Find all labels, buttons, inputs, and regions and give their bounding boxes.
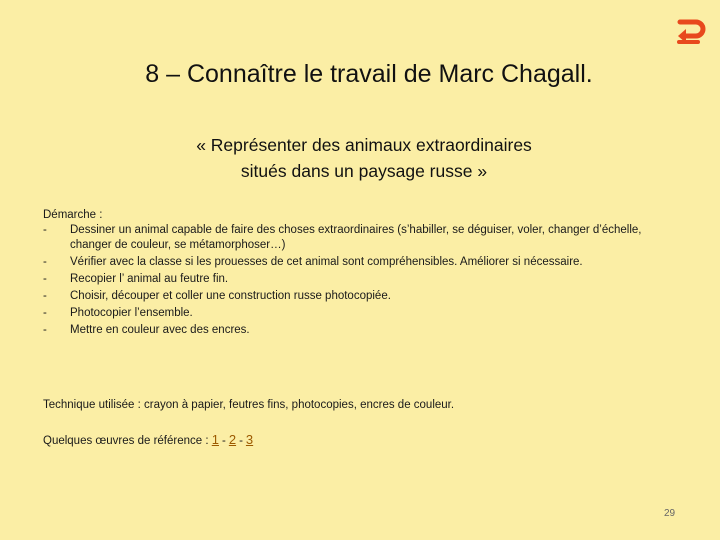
references-label: Quelques œuvres de référence : — [43, 435, 209, 447]
step-dash: - — [43, 256, 47, 268]
step-dash: - — [43, 290, 47, 302]
step-text: Photocopier l’ensemble. — [70, 307, 193, 319]
step-text: Choisir, découper et coller une construction russe photocopiée. — [70, 290, 391, 302]
technique-text: Technique utilisée : crayon à papier, feutres fins, photocopies, encres de couleur. — [43, 399, 455, 411]
step-dash: - — [43, 324, 47, 336]
slide-title: 8 – Connaître le travail de Marc Chagall. — [145, 60, 593, 88]
subtitle-line-2: situés dans un paysage russe » — [240, 161, 488, 181]
references-line — [43, 432, 253, 447]
step-item — [43, 255, 663, 270]
step-dash: - — [43, 273, 47, 285]
step-text: Mettre en couleur avec des encres. — [70, 324, 250, 336]
demarche-label: Démarche : — [43, 209, 103, 221]
step-text: Vérifier avec la classe si les prouesses de cet animal sont compréhensibles. Améliorer si nécessaire. — [70, 256, 583, 268]
return-arrow-icon[interactable] — [672, 16, 708, 52]
step-text: Recopier l’ animal au feutre fin. — [70, 273, 229, 285]
reference-link-2[interactable]: 2 — [228, 432, 237, 447]
steps-list — [43, 223, 663, 338]
step-dash: - — [43, 307, 47, 319]
slide-subtitle — [0, 132, 720, 184]
step-item — [43, 272, 663, 287]
reference-separator: - — [222, 435, 226, 447]
step-item — [43, 289, 663, 304]
demarche-section — [43, 208, 663, 340]
step-item — [43, 306, 663, 321]
step-item — [43, 323, 663, 338]
page-number: 29 — [664, 508, 676, 519]
reference-link-1[interactable]: 1 — [211, 432, 219, 447]
step-dash: - — [43, 224, 47, 236]
step-item — [43, 223, 663, 253]
subtitle-line-1: « Représenter des animaux extraordinaires — [196, 135, 532, 155]
reference-link-3[interactable]: 3 — [245, 432, 254, 447]
step-text: Dessiner un animal capable de faire des choses extraordinaires (s’habiller, se déguiser, voler, changer d’échelle, changer de couleur, se métamorphoser…) — [70, 224, 642, 251]
reference-separator: - — [239, 435, 243, 447]
